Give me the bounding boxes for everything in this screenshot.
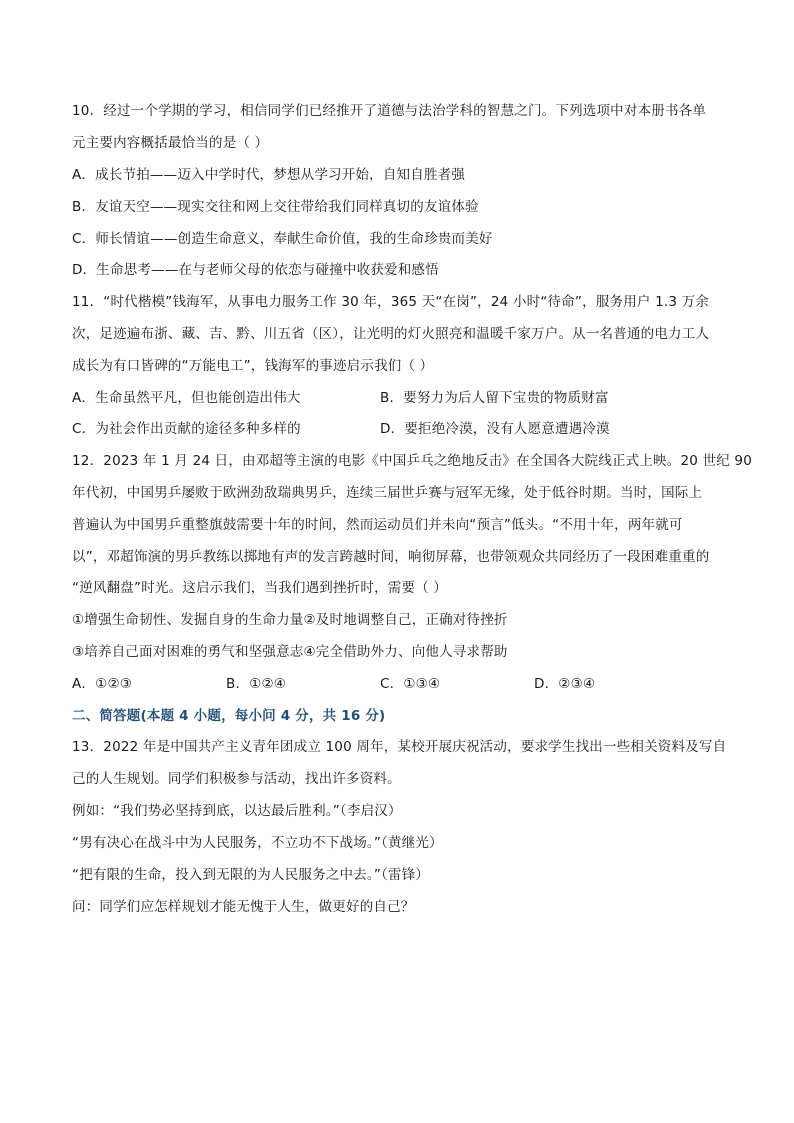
q12-stem-line-5: “逆风翻盘”时光。这启示我们，当我们遇到挫折时，需要（ ） (72, 580, 448, 596)
q13-quote-3: “把有限的生命，投入到无限的为人民服务之中去。”（雷锋） (72, 867, 430, 883)
q13-stem-line-2: 己的人生规划。同学们积极参与活动，找出许多资料。 (72, 771, 401, 787)
q10-stem-line-2: 元主要内容概括最恰当的是（ ） (72, 135, 269, 151)
q13-quote-2: “男有决心在战斗中为人民服务，不立功不下战场。”（黄继光） (72, 835, 443, 851)
q12-stem-line-2: 年代初，中国男乒屡败于欧洲劲敌瑞典男乒，连续三届世乒赛与冠军无缘，处于低谷时期。当时，国际上 (72, 485, 703, 501)
q12-statements-line-1: ①增强生命韧性、发掘自身的生命力量②及时地调整自己，正确对待挫折 (72, 612, 508, 628)
q13-question: 问：同学们应怎样规划才能无愧于人生，做更好的自己？ (72, 899, 415, 915)
q10-option-b: B．友谊天空——现实交往和网上交往带给我们同样真切的友谊体验 (72, 199, 479, 215)
q10-stem-line-1: 10．经过一个学期的学习，相信同学们已经推开了道德与法治学科的智慧之门。下列选项中对本册书各单 (72, 103, 707, 119)
q11-stem-line-2: 次，足迹遍布浙、藏、吉、黔、川五省（区），让光明的灯火照亮和温暖千家万户。从一名普通的电力工人 (72, 326, 710, 342)
q13-stem-line-1: 13．2022 年是中国共产主义青年团成立 100 周年，某校开展庆祝活动，要求学生找出一些相关资料及写自 (72, 739, 727, 755)
q13-quote-1: 例如：“我们势必坚持到底，以达最后胜利。”（李启汉） (72, 803, 402, 819)
q11-stem-line-1: 11．“时代楷模”钱海军，从事电力服务工作 30 年，365 天“在岗”，24 小时“待命”，服务用户 1.3 万余 (72, 294, 710, 310)
q10-option-c: C．师长情谊——创造生命意义，奉献生命价值，我的生命珍贵而美好 (72, 231, 493, 247)
q12-option-d: D．②③④ (534, 676, 596, 692)
q10-option-d: D．生命思考——在与老师父母的依恋与碰撞中收获爱和感悟 (72, 262, 439, 278)
q12-option-b: B．①②④ (226, 676, 287, 692)
q11-option-b: B．要努力为后人留下宝贵的物质财富 (380, 390, 609, 406)
q12-stem-line-3: 普遍认为中国男乒重整旗鼓需要十年的时间，然而运动员们并未向“预言”低头。“不用十年，两年就可 (72, 517, 683, 533)
q11-stem-line-3: 成长为有口皆碑的“万能电工”，钱海军的事迹启示我们（ ） (72, 358, 434, 374)
q10-option-a: A．成长节拍——迈入中学时代，梦想从学习开始，自知自胜者强 (72, 167, 466, 183)
q11-option-d: D．要拒绝冷漠，没有人愿意遭遇冷漠 (380, 421, 610, 437)
q12-option-a: A．①②③ (72, 676, 133, 692)
q11-option-a: A．生命虽然平凡，但也能创造出伟大 (72, 390, 301, 406)
section-2-title: 二、简答题(本题 4 小题，每小问 4 分，共 16 分) (72, 708, 386, 724)
q11-option-c: C．为社会作出贡献的途径多种多样的 (72, 421, 301, 437)
q12-stem-line-1: 12．2023 年 1 月 24 日，由邓超等主演的电影《中国乒乓之绝地反击》在全国各大院线正式上映。20 世纪 90 (72, 453, 752, 469)
q12-stem-line-4: 以”，邓超饰演的男乒教练以掷地有声的发言跨越时间，响彻屏幕，也带领观众共同经历了一段困难重重的 (72, 549, 710, 565)
q12-statements-line-2: ③培养自己面对困难的勇气和坚强意志④完全借助外力、向他人寻求帮助 (72, 644, 508, 660)
q12-option-c: C．①③④ (380, 676, 441, 692)
